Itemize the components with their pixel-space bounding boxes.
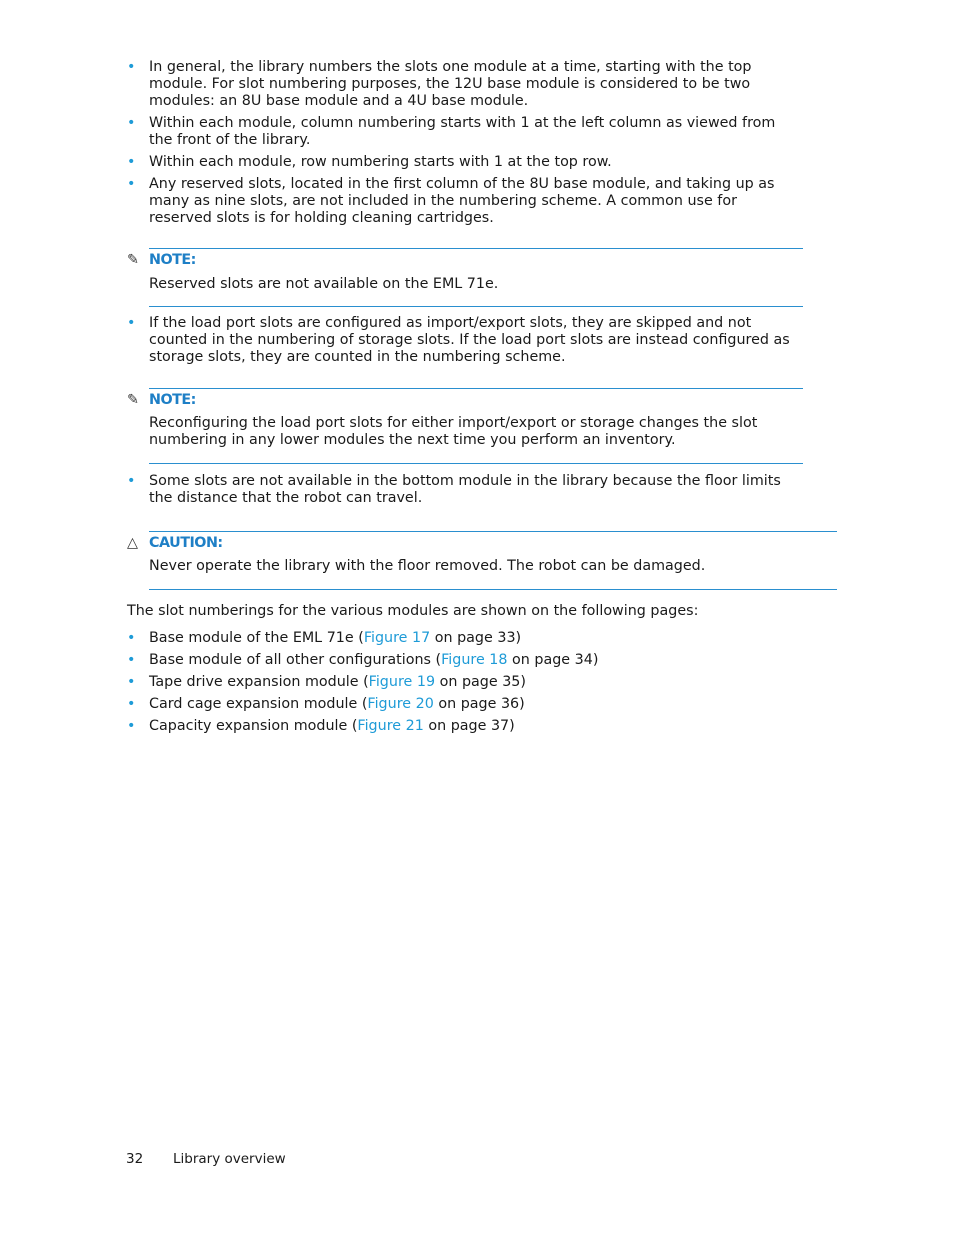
caution-triangle-icon: △ <box>127 535 138 551</box>
list-item: • Within each module, column numbering starts with 1 at the left column as viewed from the front of the library. <box>127 115 776 148</box>
note-text: Reserved slots are not available on the EML 71e. <box>149 276 499 292</box>
list-item: • Card cage expansion module (Figure 20 on page 36) <box>127 696 525 712</box>
caution-heading: △ CAUTION: <box>127 535 223 551</box>
figure-19-link[interactable]: Figure 19 <box>368 674 436 690</box>
bullet-icon: • <box>127 696 136 712</box>
list-item: • Capacity expansion module (Figure 21 on page 37) <box>127 718 515 734</box>
note-icon: ✎ <box>127 392 139 408</box>
intro-paragraph: The slot numberings for the various modules are shown on the following pages: <box>127 603 699 619</box>
note-top-rule <box>149 388 803 389</box>
figure-17-link[interactable]: Figure 17 <box>363 630 431 646</box>
bullet-icon: • <box>127 718 136 734</box>
caution-text: Never operate the library with the floor removed. The robot can be damaged. <box>149 558 706 574</box>
figure-21-link[interactable]: Figure 21 <box>357 718 424 734</box>
note-heading: ✎ NOTE: <box>127 392 196 408</box>
footer-section-title: Library overview <box>173 1151 286 1167</box>
list-item: • Some slots are not available in the bottom module in the library because the floor limits the distance that the robot can travel. <box>127 473 781 506</box>
list-item: • Tape drive expansion module (Figure 19 on page 35) <box>127 674 526 690</box>
caution-bottom-rule <box>149 589 837 590</box>
note-bottom-rule <box>149 463 803 464</box>
note-heading: ✎ NOTE: <box>127 252 196 268</box>
list-item: • If the load port slots are configured as import/export slots, they are skipped and not counted in the numbering of storage slots. If the load port slots are instead configured as storage slots, they are counted in the numbering scheme. <box>127 315 790 365</box>
list-item: • Any reserved slots, located in the first column of the 8U base module, and taking up as many as nine slots, are not included in the numbering scheme. A common use for reserved slots is for holding cleaning cartridges. <box>127 176 775 226</box>
note-top-rule <box>149 248 803 249</box>
bullet-icon: • <box>127 652 136 668</box>
note-icon: ✎ <box>127 252 139 268</box>
bullet-icon: • <box>127 115 136 131</box>
bullet-icon: • <box>127 473 136 489</box>
list-item: • In general, the library numbers the slots one module at a time, starting with the top module. For slot numbering purposes, the 12U base module is considered to be two modules: an 8U base module and a 4U base module. <box>127 59 752 109</box>
figure-20-link[interactable]: Figure 20 <box>367 696 434 712</box>
note-bottom-rule <box>149 306 803 307</box>
bullet-icon: • <box>127 315 136 331</box>
caution-top-rule <box>149 531 837 532</box>
page-number: 32 <box>126 1151 144 1167</box>
list-item: • Within each module, row numbering starts with 1 at the top row. <box>127 154 612 170</box>
bullet-icon: • <box>127 176 136 192</box>
bullet-icon: • <box>127 59 136 75</box>
bullet-icon: • <box>127 154 136 170</box>
bullet-icon: • <box>127 674 136 690</box>
list-item: • Base module of all other configurations (Figure 18 on page 34) <box>127 652 599 668</box>
bullet-icon: • <box>127 630 136 646</box>
list-item: • Base module of the EML 71e (Figure 17 on page 33) <box>127 630 522 646</box>
figure-18-link[interactable]: Figure 18 <box>441 652 508 668</box>
note-text: Reconfiguring the load port slots for either import/export or storage changes the slot numbering in any lower modules the next time you perform an inventory. <box>149 415 758 448</box>
